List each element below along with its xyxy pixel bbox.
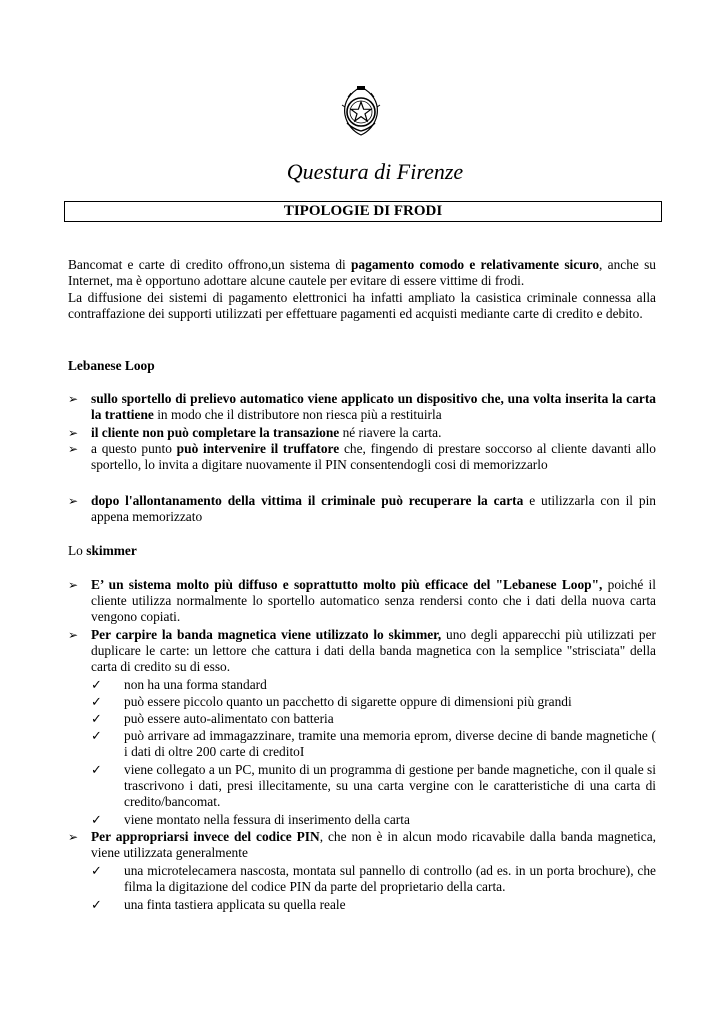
check-icon: ✓ [91, 711, 102, 726]
skimmer-bullet-2: Per carpire la banda magnetica viene utilizzato lo skimmer, uno degli apparecchi più utilizzati per duplicare le carte: un lettore che cattura i dati della banda magnetica con la semplice "strisciata" della carta di credito su di esso. [91, 627, 656, 674]
lebanese-bullet-3: a questo punto può intervenire il truffatore che, fingendo di prestare soccorso al cliente davanti allo sportello, lo invita a digitare nuovamente il PIN consentendogli cosi di memorizzarlo [91, 441, 656, 472]
arrow-bullet-icon: ➢ [68, 578, 79, 592]
arrow-bullet-icon: ➢ [68, 830, 79, 844]
check-icon: ✓ [91, 677, 102, 692]
skimmer-heading: Lo skimmer [68, 543, 137, 558]
skimmer-check-item: non ha una forma standard [124, 677, 267, 692]
check-icon: ✓ [91, 762, 102, 777]
skimmer-check-item: può arrivare ad immagazzinare, tramite una memoria eprom, diverse decine di bande magnetiche ( i dati di oltre 200 carte di creditoI [124, 728, 656, 759]
intro-emphasis: pagamento comodo e relativamente sicuro [350, 257, 600, 272]
arrow-bullet-icon: ➢ [68, 392, 79, 406]
arrow-bullet-icon: ➢ [68, 442, 79, 456]
pin-check-item: una microtelecamera nascosta, montata sul pannello di controllo (ad es. in un porta brochure), che filma la digitazione del codice PIN da parte del proprietario della carta. [124, 863, 656, 894]
emblem-of-italy [339, 85, 383, 137]
skimmer-bullet-1: E’ un sistema molto più diffuso e soprattutto molto più efficace del "Lebanese Loop", poiché il cliente utilizza normalmente lo sportello automatico senza rendersi conto che i dati della nuova carta vengono copiati. [91, 577, 656, 624]
lebanese-bullet-2: il cliente non può completare la transazione né riavere la carta. [91, 425, 442, 440]
skimmer-check-item: può essere auto-alimentato con batteria [124, 711, 334, 726]
skimmer-bullet-3: Per appropriarsi invece del codice PIN, che non è in alcun modo ricavabile dalla banda magnetica, viene utilizzata generalmente [91, 829, 657, 860]
check-icon: ✓ [91, 812, 102, 827]
check-icon: ✓ [91, 863, 102, 878]
arrow-bullet-icon: ➢ [68, 426, 79, 440]
skimmer-check-item: viene collegato a un PC, munito di un programma di gestione per bande magnetiche, con il quale si trascrivono i dati, presi illecitamente, su una carta vergine con le caratteristiche di una carta di credito/bancomat. [124, 762, 656, 809]
pin-check-item: una finta tastiera applicata su quella reale [124, 897, 346, 912]
skimmer-check-item: può essere piccolo quanto un pacchetto di sigarette oppure di dimensioni più grandi [124, 694, 572, 709]
arrow-bullet-icon: ➢ [68, 628, 79, 642]
intro-paragraph-2: La diffusione dei sistemi di pagamento elettronici ha infatti ampliato la casistica criminale connessa alla contraffazione dei supporti utilizzati per effettuare pagamenti ed acquisti mediante carte di credito e debito. [68, 290, 656, 321]
lebanese-bullet-1: sullo sportello di prelievo automatico viene applicato un dispositivo che, una volta inserita la carta la trattiene in modo che il distributore non riesca più a restituirla [91, 391, 656, 422]
arrow-bullet-icon: ➢ [68, 494, 79, 508]
check-icon: ✓ [91, 694, 102, 709]
lebanese-bullet-4: dopo l'allontanamento della vittima il criminale può recuperare la carta e utilizzarla con il pin appena memorizzato [91, 493, 656, 524]
lebanese-loop-heading: Lebanese Loop [68, 358, 155, 373]
check-icon: ✓ [91, 728, 102, 743]
section-title-box: TIPOLOGIE DI FRODI [64, 201, 662, 222]
page-title: Questura di Firenze [286, 159, 464, 184]
intro-paragraph-1: Bancomat e carte di credito offrono,un sistema di pagamento comodo e relativamente sicuro, anche su Internet, ma è opportuno adottare alcune cautele per evitare di essere vittime di frodi. [68, 257, 656, 288]
skimmer-check-item: viene montato nella fessura di inserimento della carta [124, 812, 410, 827]
check-icon: ✓ [91, 897, 102, 912]
